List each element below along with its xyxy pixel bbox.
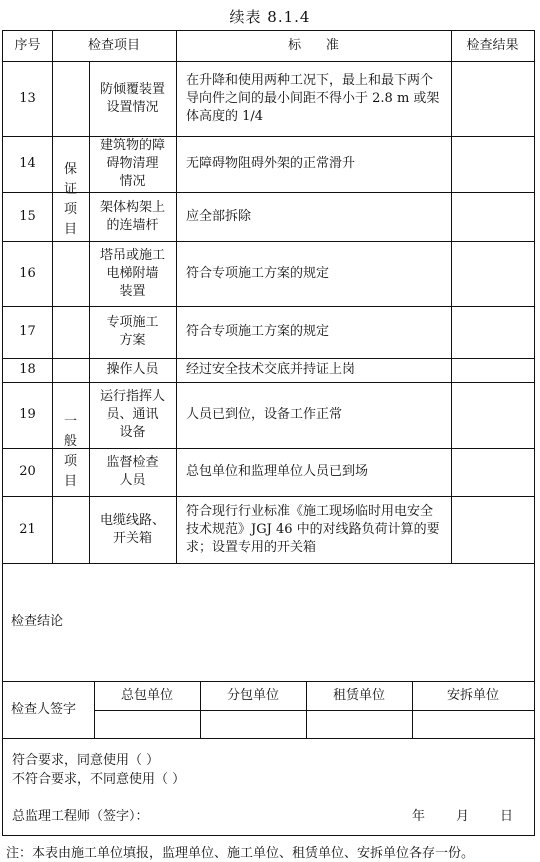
date-month: 月 <box>456 809 470 824</box>
row-result-field[interactable] <box>451 192 534 241</box>
row-result-field[interactable] <box>451 306 534 358</box>
row-standard: 无障碍物阻碍外架的正常滑升 <box>186 156 356 171</box>
row-standard: 符合专项施工方案的规定 <box>186 324 330 339</box>
header-result: 检查结果 <box>466 38 519 53</box>
row-result-field[interactable] <box>451 241 534 306</box>
agree-option[interactable]: 符合要求，同意使用（ ） <box>12 753 160 768</box>
row-number: 21 <box>19 521 36 537</box>
row-item: 专项施工 方案 <box>106 315 159 348</box>
row-result-field[interactable] <box>451 136 534 192</box>
row-number: 13 <box>19 90 36 106</box>
signature-unit-lease: 租赁单位 <box>332 687 385 703</box>
row-result-field[interactable] <box>451 61 534 136</box>
row-number: 16 <box>19 265 36 281</box>
row-result-field[interactable] <box>451 358 534 382</box>
date-year: 年 <box>412 809 426 824</box>
row-item: 操作人员 <box>106 362 159 377</box>
row-number: 19 <box>19 407 36 422</box>
signature-bottom-divider <box>3 738 534 739</box>
row-item: 架体构架上 的连墙杆 <box>99 199 165 233</box>
disagree-option[interactable]: 不符合要求，不同意使用（ ） <box>12 772 186 787</box>
conclusion-label: 检查结论 <box>11 614 64 629</box>
row-standard: 应全部拆除 <box>186 208 252 224</box>
date-day: 日 <box>500 809 514 824</box>
row-item: 塔吊或施工 电梯附墙 装置 <box>99 247 165 299</box>
table-caption: 续表 8.1.4 <box>229 8 311 26</box>
row-result-field[interactable] <box>451 382 534 448</box>
signature-unit-general: 总包单位 <box>120 687 173 703</box>
row-number: 18 <box>19 362 36 377</box>
row-standard: 在升降和使用两种工况下，最上和最下两个导向件之间的最小间距不得小于 2.8 m 或架体高度的 1/4 <box>186 72 440 124</box>
row-item: 电缆线路、 开关箱 <box>99 512 165 546</box>
row-number: 14 <box>19 156 36 171</box>
row-result-field[interactable] <box>451 496 534 563</box>
row-number: 20 <box>19 464 36 479</box>
signature-field[interactable] <box>412 710 534 738</box>
row-standard: 经过安全技术交底并持证上岗 <box>186 362 356 377</box>
signature-field[interactable] <box>94 710 200 738</box>
row-item: 建筑物的障 碍物清理 情况 <box>99 138 165 189</box>
signature-label: 检查人签字 <box>11 701 77 717</box>
chief-engineer-signature: 总监理工程师（签字）： <box>12 809 149 824</box>
conclusion-field[interactable] <box>94 563 534 681</box>
row-item: 防倾覆装置 设置情况 <box>99 81 165 115</box>
row-item: 运行指挥人 员、通讯 设备 <box>99 389 165 440</box>
signature-unit-install: 安拆单位 <box>446 687 499 703</box>
row-item: 监督检查 人员 <box>106 455 159 488</box>
signature-field[interactable] <box>200 710 306 738</box>
header-seq: 序号 <box>14 38 41 53</box>
group-general-label: 一 般 项 目 <box>63 414 77 489</box>
group-guarantee-label: 保 证 项 目 <box>63 162 77 237</box>
row-standard: 总包单位和监理单位人员已到场 <box>186 464 369 479</box>
header-item: 检查项目 <box>87 38 140 53</box>
header-standard: 标 准 <box>288 38 339 53</box>
row-standard: 人员已到位，设备工作正常 <box>186 407 343 422</box>
row-standard: 符合专项施工方案的规定 <box>186 265 330 281</box>
row-number: 15 <box>19 208 36 224</box>
row-standard: 符合现行行业标准《施工现场临时用电安全技术规范》JGJ 46 中的对线路负荷计算的要求；设置专用的开关箱 <box>186 503 440 555</box>
signature-unit-sub: 分包单位 <box>226 687 279 703</box>
table-note: 注：本表由施工单位填报，监理单位、施工单位、租赁单位、安拆单位各存一份。 <box>6 846 475 861</box>
row-result-field[interactable] <box>451 448 534 496</box>
row-number: 17 <box>19 324 36 339</box>
signature-field[interactable] <box>306 710 412 738</box>
